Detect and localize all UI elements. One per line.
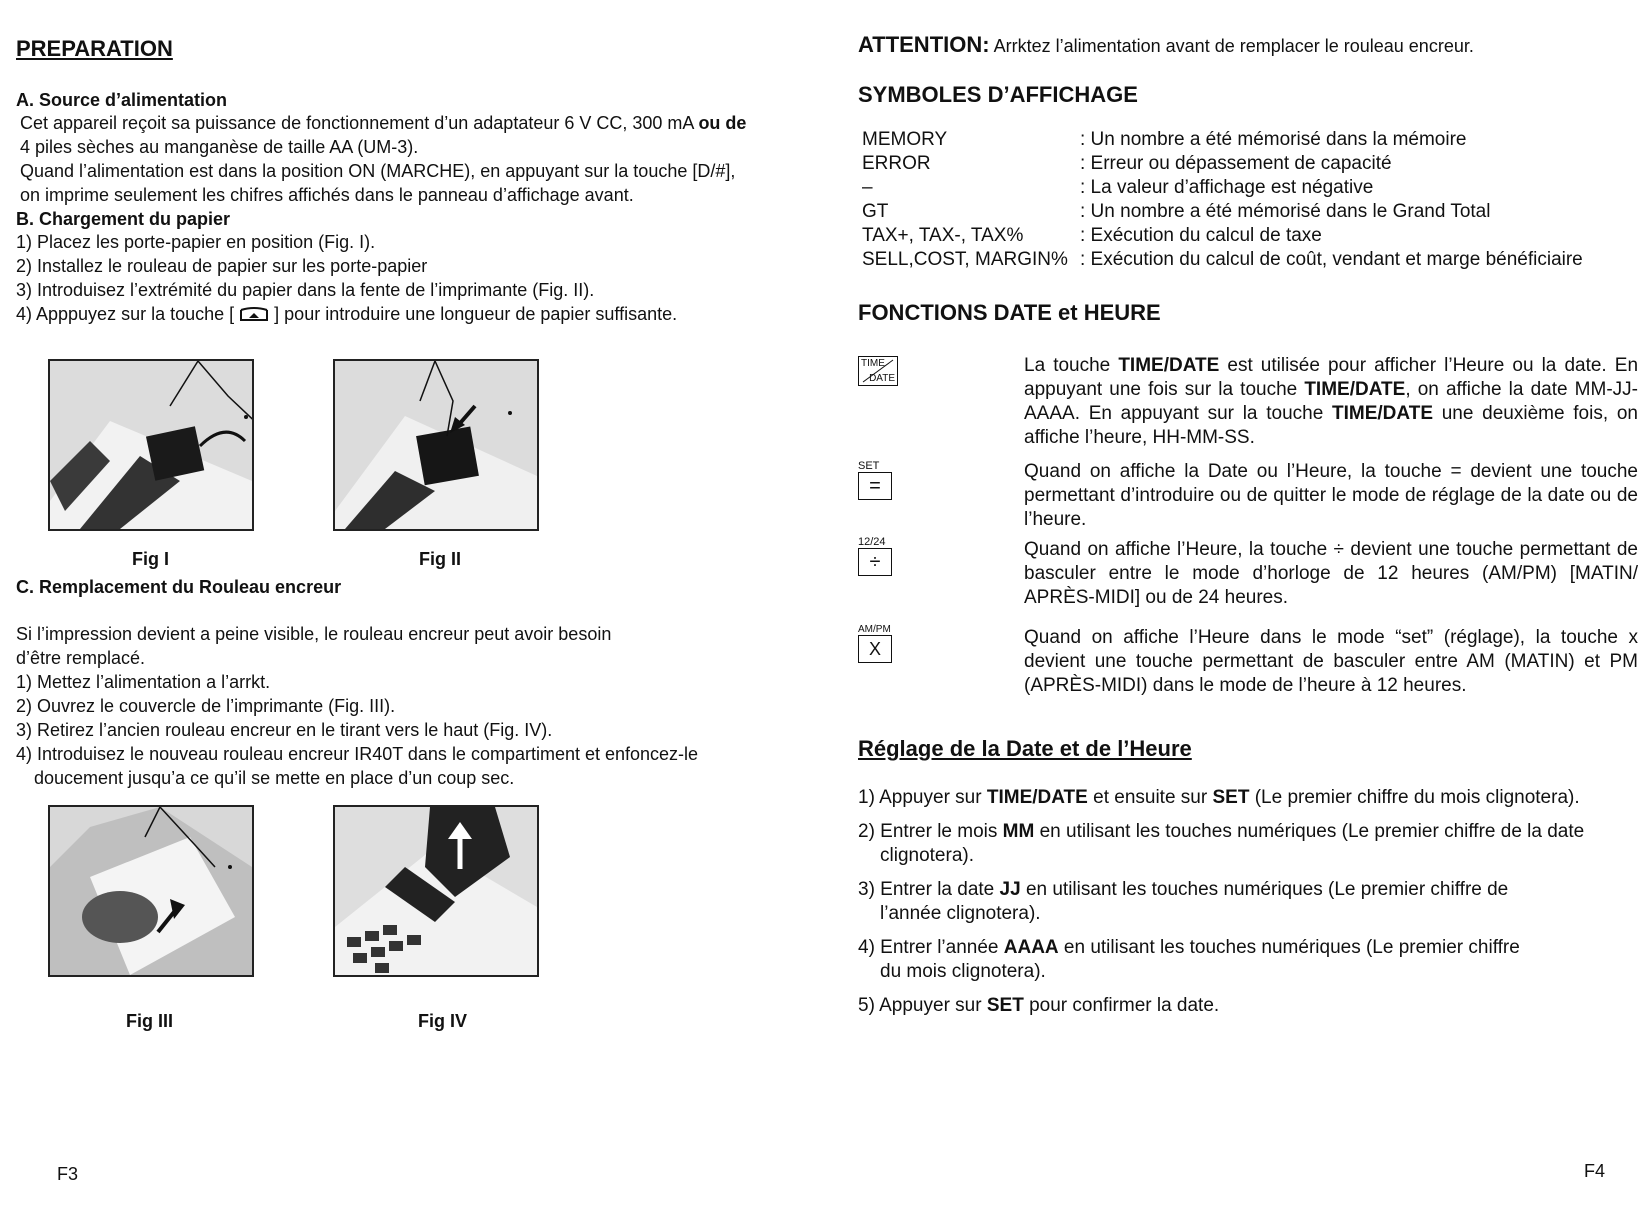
- s3-d: l’année clignotera).: [880, 903, 1041, 924]
- symbol-key: ERROR: [862, 153, 931, 174]
- attention-line: [858, 32, 1638, 58]
- section-a-text1: Cet appareil reçoit sa puissance de fonctionnement d’un adaptateur 6 V CC, 300 mA: [20, 113, 694, 133]
- c-step-3: 3) Retirez l’ancien rouleau encreur en le tirant vers le haut (Fig. IV).: [16, 720, 553, 740]
- symbol-row: [862, 128, 1638, 152]
- section-b: [16, 209, 816, 326]
- fn1-c: est utilisée pour afficher l’Heure ou la date. En appuyant une fois sur la touche: [1024, 355, 1639, 400]
- setting-steps: [858, 786, 1638, 1018]
- c-step-4: 4) Introduisez le nouveau rouleau encreur IR40T dans le compartiment et enfoncez-le: [16, 744, 699, 764]
- s3-a: 3) Entrer la date: [858, 879, 995, 900]
- s1-e: (Le premier chiffre du mois clignotera).: [1254, 787, 1580, 808]
- fn1-b: TIME/DATE: [1118, 355, 1220, 376]
- b-step-3: 3) Introduisez l’extrémité du papier dans la fente de l’imprimante (Fig. II).: [16, 280, 595, 300]
- b-step-2: 2) Installez le rouleau de papier sur les porte-papier: [16, 256, 428, 276]
- preparation-title: PREPARATION: [16, 36, 173, 61]
- section-b-title: B. Chargement du papier: [16, 209, 231, 229]
- time-date-key-bottom: DATE: [869, 373, 895, 384]
- time-date-key-top: TIME: [861, 358, 885, 369]
- s5-c: pour confirmer la date.: [1029, 995, 1220, 1016]
- multiply-key-face: X: [858, 635, 892, 663]
- fn1-f: TIME/DATE: [1332, 403, 1433, 424]
- symbol-key: GT: [862, 201, 889, 222]
- figure-2-caption: Fig II: [419, 549, 461, 569]
- figure-3-caption: Fig III: [126, 1011, 173, 1031]
- s4-d: du mois clignotera).: [880, 961, 1046, 982]
- s1-d: SET: [1212, 787, 1250, 808]
- function-set: [858, 460, 1638, 532]
- figure-1-image: [48, 359, 254, 531]
- symbol-key: TAX+, TAX-, TAX%: [862, 225, 1024, 246]
- s2-b: MM: [1002, 821, 1035, 842]
- section-a-line1: [16, 111, 816, 135]
- symbol-key: –: [862, 177, 873, 198]
- fn1-d: TIME/DATE: [1304, 379, 1406, 400]
- b-step-4-b: ] pour introduire une longueur de papier suffisante.: [274, 304, 678, 324]
- symbol-key: SELL,COST, MARGIN%: [862, 249, 1068, 270]
- symbol-row: [862, 224, 1638, 248]
- s2-a: 2) Entrer le mois: [858, 821, 998, 842]
- function-2-text: Quand on affiche la Date ou l’Heure, la touche = devient une touche permettant d’introduire ou de quitter le mode de réglage de la date ou de l’heure.: [1024, 461, 1638, 530]
- figure-3-image: [48, 805, 254, 977]
- c-step-2: 2) Ouvrez le couvercle de l’imprimante (Fig. III).: [16, 696, 396, 716]
- section-a-title: A. Source d’alimentation: [16, 90, 228, 110]
- set-key-label: SET: [858, 460, 880, 472]
- setting-step-3: [858, 878, 1638, 926]
- c-text-2: d’être remplacé.: [16, 648, 146, 668]
- setting-title: Réglage de la Date et de l’Heure: [858, 736, 1192, 761]
- left-page: [16, 36, 816, 326]
- symbols-title: SYMBOLES D’AFFICHAGE: [858, 82, 1138, 107]
- section-a-line3: Quand l’alimentation est dans la position ON (MARCHE), en appuyant sur la touche [D/#],: [20, 161, 736, 181]
- section-c-title: C. Remplacement du Rouleau encreur: [16, 577, 342, 597]
- c-step-4-cont: doucement jusqu’a ce qu’il se mette en place d’un coup sec.: [34, 768, 515, 788]
- symbol-desc: : La valeur d’affichage est négative: [1080, 177, 1374, 198]
- time-date-key-icon: [858, 356, 898, 386]
- page-number-right: F4: [1584, 1161, 1606, 1181]
- symbol-row: [862, 200, 1638, 224]
- functions-title: FONCTIONS DATE et HEURE: [858, 300, 1161, 325]
- s3-c: en utilisant les touches numériques (Le premier chiffre de: [1025, 879, 1509, 900]
- fn1-g: une deuxième fois, on affiche l’heure, HH-MM-SS.: [1024, 403, 1638, 448]
- divide-key-face: ÷: [858, 548, 892, 576]
- s5-b: SET: [986, 995, 1024, 1016]
- symbol-desc: : Un nombre a été mémorisé dans la mémoire: [1080, 129, 1467, 150]
- set-key-icon: [858, 460, 892, 500]
- b-step-4: [16, 302, 816, 326]
- s2-c: en utilisant les touches numériques (Le premier chiffre de la date: [1039, 821, 1585, 842]
- symbol-desc: : Un nombre a été mémorisé dans le Grand Total: [1080, 201, 1491, 222]
- figure-1-caption: Fig I: [132, 549, 169, 569]
- section-a-line4: on imprime seulement les chifres affichés dans le panneau d’affichage avant.: [20, 185, 634, 205]
- s1-b: TIME/DATE: [986, 787, 1088, 808]
- 12-24-key-icon: [858, 536, 892, 576]
- section-a-line2: 4 piles sèches au manganèse de taille AA (UM-3).: [20, 137, 419, 157]
- setting-step-1: [858, 786, 1638, 810]
- c-text-1: Si l’impression devient a peine visible, le rouleau encreur peut avoir besoin: [16, 624, 612, 644]
- b-step-1: 1) Placez les porte-papier en position (Fig. I).: [16, 232, 376, 252]
- setting-step-4: [858, 936, 1638, 984]
- s1-c: et ensuite sur: [1093, 787, 1208, 808]
- setting-step-2: [858, 820, 1638, 868]
- am-pm-key-icon: [858, 624, 892, 663]
- am-pm-key-label: AM/PM: [858, 624, 891, 635]
- c-step-1: 1) Mettez l’alimentation a l’arrkt.: [16, 672, 271, 692]
- fn1-e: , on affiche la date MM-JJ- AAAA. En appuyant sur la touche: [1024, 379, 1638, 424]
- s4-b: AAAA: [1003, 937, 1059, 958]
- page-number-left: F3: [57, 1164, 79, 1184]
- section-a-bold: ou de: [698, 113, 747, 133]
- function-12-24: [858, 538, 1638, 610]
- figure-4-caption: Fig IV: [418, 1011, 467, 1031]
- figure-2-image: [333, 359, 539, 531]
- s2-d: clignotera).: [880, 845, 974, 866]
- symbol-row: [862, 176, 1638, 200]
- right-page: [858, 32, 1638, 1028]
- section-c: [16, 577, 816, 790]
- symbol-row: [862, 248, 1638, 272]
- s4-a: 4) Entrer l’année: [858, 937, 999, 958]
- s5-a: 5) Appuyer sur: [858, 995, 982, 1016]
- s4-c: en utilisant les touches numériques (Le premier chiffre: [1063, 937, 1520, 958]
- function-1-text: [1024, 354, 1638, 450]
- symbol-desc: : Exécution du calcul de taxe: [1080, 225, 1322, 246]
- section-a: [16, 90, 816, 207]
- symbol-desc: : Exécution du calcul de coût, vendant et marge bénéficiaire: [1080, 249, 1583, 270]
- s1-a: 1) Appuyer sur: [858, 787, 982, 808]
- function-4-text: Quand on affiche l’Heure dans le mode “set” (réglage), la touche x devient une touche permettant de basculer entre AM (MATIN) et PM (APRÈS-MIDI) dans le mode de l’heure à 12 heures.: [1024, 627, 1638, 696]
- symbols-table: [858, 128, 1638, 272]
- function-am-pm: [858, 626, 1638, 698]
- s3-b: JJ: [999, 879, 1021, 900]
- setting-step-5: [858, 994, 1638, 1018]
- 12-24-key-label: 12/24: [858, 536, 886, 548]
- function-time-date: [858, 354, 1638, 450]
- function-3-text: Quand on affiche l’Heure, la touche ÷ devient une touche permettant de basculer entre le mode d’horloge de 12 heures (AM/PM) [MATIN/ APRÈS-MIDI] ou de 24 heures.: [1024, 539, 1638, 608]
- symbol-key: MEMORY: [862, 129, 948, 150]
- attention-label: ATTENTION:: [858, 32, 990, 57]
- attention-text: Arrktez l’alimentation avant de remplacer le rouleau encreur.: [993, 36, 1474, 56]
- b-step-4-a: 4) Apppuyez sur la touche [: [16, 304, 235, 324]
- fn1-a: La touche: [1024, 355, 1111, 376]
- figure-4-image: [333, 805, 539, 977]
- equals-key-face: =: [858, 472, 892, 500]
- paper-feed-key-icon: [239, 306, 269, 322]
- symbol-desc: : Erreur ou dépassement de capacité: [1080, 153, 1392, 174]
- symbol-row: [862, 152, 1638, 176]
